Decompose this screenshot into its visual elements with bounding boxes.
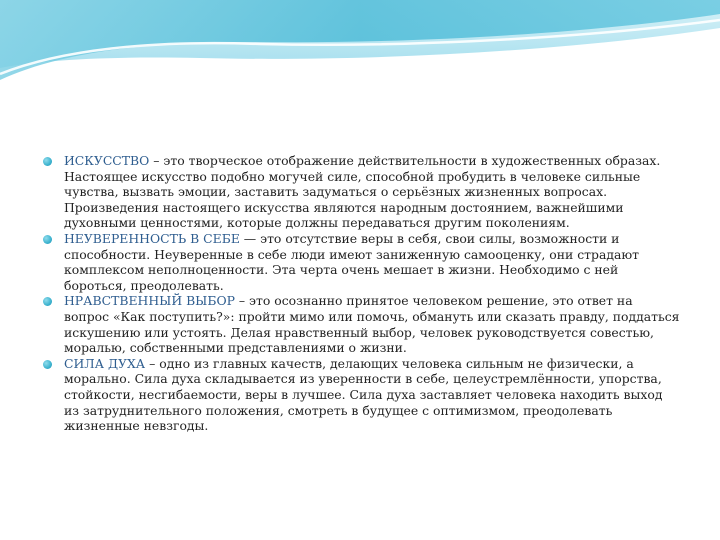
term-definition: – это осознанно принятое человеком решение, это ответ на вопрос «Как поступить?»: пройти мимо или помочь, обмануть или сказать правду, поддаться искушению или устоять. Делая нравственный выбор, человек руководствуется совестью, моралью, собственными представлениями о жизни. [64,293,680,356]
list-item [40,356,680,434]
term-definition: – одно из главных качеств, делающих человека сильным не физически, а морально. Сила духа складывается из уверенности в себе, целеустремлённости, упорства, стойкости, несгибаемости, веры в лучшее. Сила духа заставляет человека находить выход из затруднительного положения, смотреть в будущее с оптимизмом, преодолевать жизненные невзгоды. [64,355,663,434]
list-item [40,231,680,293]
term-definition: — это отсутствие веры в себя, свои силы, возможности и способности. Неуверенные в себе люди имеют заниженную самооценку, они страдают комплексом неполноценности. Эта черта очень мешает в жизни. Необходимо с ней бороться, преодолевать. [64,230,639,293]
term-label: СИЛА ДУХА [64,355,146,371]
bullet-icon [43,235,52,244]
bullet-icon [43,157,52,166]
term-label: ИСКУССТВО [64,153,150,168]
header-wave-decoration [0,0,720,90]
terms-list [40,153,680,434]
bullet-icon [43,297,52,306]
term-label: НЕУВЕРЕННОСТЬ В СЕБЕ [64,230,240,246]
bullet-icon [43,360,52,369]
term-label: НРАВСТВЕННЫЙ ВЫБОР [64,293,235,309]
list-item [40,153,680,231]
term-definition: – это творческое отображение действительности в художественных образах. Настоящее искусство подобно могучей силе, способной пробудить в человеке сильные чувства, вызвать эмоции, заставить задуматься о серьёзных жизненных вопросах. Произведения настоящего искусства являются народным достоянием, важнейшими духовными ценностями, которые должны передаваться другим поколениям. [64,153,661,231]
content-area [40,153,680,434]
list-item [40,293,680,355]
